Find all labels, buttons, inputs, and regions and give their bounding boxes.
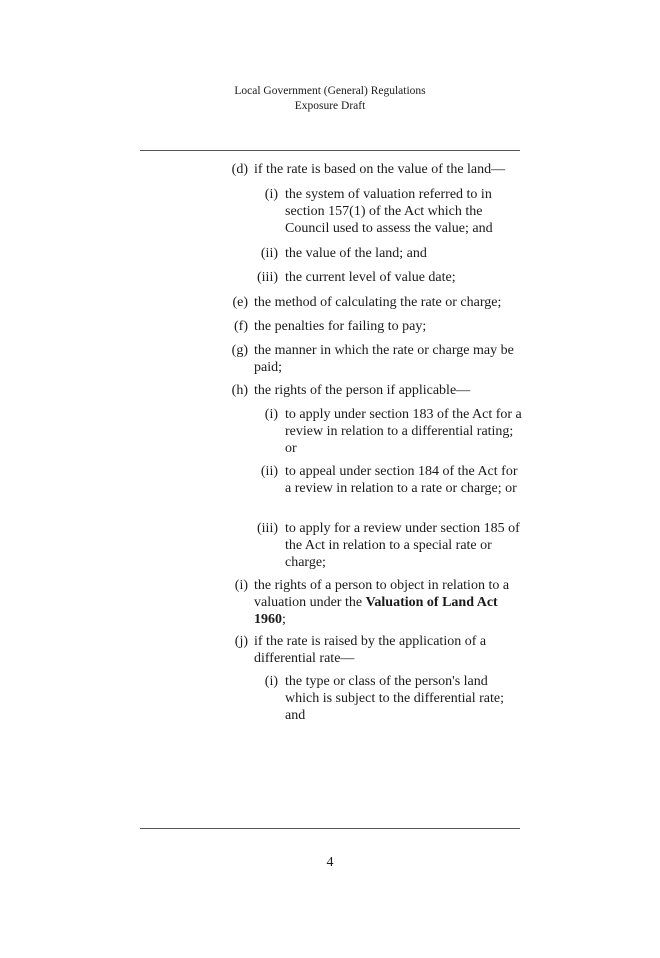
subparagraph-text: the type or class of the person's land which is subject to the differential rate; and [285,674,505,723]
subparagraph-text: to apply under section 183 of the Act for a review in relation to a differential rating; or [285,407,522,456]
paragraph-label: (e) [232,295,248,310]
subparagraph-label: (i) [264,674,278,689]
paragraph-label: (h) [231,383,248,398]
paragraph-text: the manner in which the rate or charge may be paid; [254,343,514,375]
running-header-subtitle: Exposure Draft [294,100,366,112]
subparagraph-label: (i) [264,407,278,422]
header-divider [140,150,520,151]
paragraph-label: (i) [234,578,248,593]
subparagraph-text: the value of the land; and [285,246,427,261]
paragraph-label: (j) [234,634,248,649]
paragraph-text [254,577,524,628]
paragraph-text-end: ; [282,612,286,627]
subparagraph-text: the current level of value date; [285,270,456,285]
paragraph-text: the method of calculating the rate or charge; [254,295,502,310]
footer-divider [140,828,520,829]
running-header-title: Local Government (General) Regulations [234,85,426,97]
subparagraph-label: (iii) [257,270,278,285]
paragraph-label: (d) [231,162,248,177]
paragraph-text-start: the rights of a person to object in relation to a valuation under the [254,578,510,610]
subparagraph-label: (ii) [260,246,278,261]
paragraph-text: the rights of the person if applicable— [254,383,471,398]
subparagraph-text: to apply for a review under section 185 of the Act in relation to a special rate or charge; [285,521,520,570]
paragraph-label: (g) [231,343,248,358]
page-number: 4 [326,855,334,870]
paragraph-text: if the rate is based on the value of the land— [254,162,506,177]
paragraph-text: the penalties for failing to pay; [254,319,427,334]
act-title: Valuation of Land Act 1960 [254,595,498,627]
paragraph-text: if the rate is raised by the application of a differential rate— [254,634,487,666]
paragraph-label: (f) [234,319,248,334]
subparagraph-label: (ii) [260,464,278,479]
subparagraph-text: to appeal under section 184 of the Act for a review in relation to a rate or charge; or [285,464,518,496]
subparagraph-label: (iii) [257,521,278,536]
subparagraph-label: (i) [264,187,278,202]
subparagraph-text: the system of valuation referred to in section 157(1) of the Act which the Council used to assess the value; and [285,187,493,236]
